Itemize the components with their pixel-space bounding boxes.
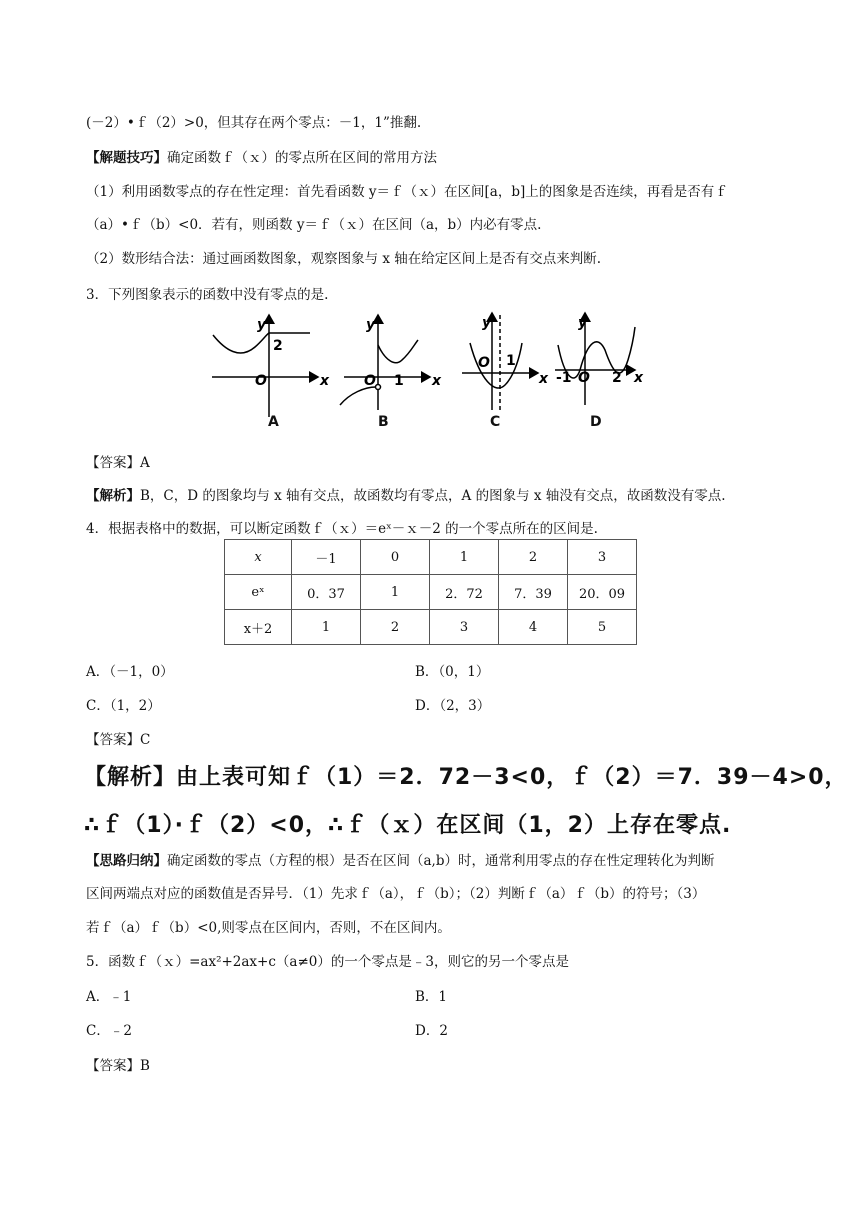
graph-b: [340, 315, 430, 410]
table-row: [225, 575, 637, 610]
graph-b-right-curve: [378, 340, 418, 363]
graph-d-label: D: [590, 414, 602, 430]
graph-b-x: x: [432, 373, 442, 389]
q5-option-d: D．2: [415, 1023, 448, 1039]
graph-a-y: y: [257, 317, 267, 333]
graph-a-label: A: [268, 414, 279, 430]
answer-3: 【答案】A: [86, 455, 150, 471]
explanation-4-line-1: 【解析】由上表可知ｆ（1）＝2．72－3<0，ｆ（2）＝7．39－4>0，: [84, 765, 848, 790]
q4-option-a: A．（－1，0）: [86, 664, 174, 680]
graph-d: [555, 313, 635, 405]
graph-c-y: y: [482, 315, 492, 331]
table-cell: 0．37: [292, 575, 361, 610]
q4-option-b: B．（0，1）: [415, 664, 490, 680]
explanation-4-line-2: ∴ｆ（1）·ｆ（2）<0，∴ｆ（ｘ）在区间（1，2）上存在零点.: [84, 813, 732, 838]
graphs-figure: [0, 305, 860, 425]
explanation-3: [86, 484, 726, 504]
tip-method-2: （2）数形结合法：通过画函数图象，观察图象与 x 轴在给定区间上是否有交点来判断.: [86, 251, 602, 267]
tip-method-1-cont: （a）•ｆ（b）<0．若有，则函数 y＝ｆ（ｘ）在区间（a，b）内必有零点.: [86, 217, 542, 233]
table-cell: －1: [292, 540, 361, 575]
graph-c-mark: 1: [506, 353, 516, 369]
summary-line-3: 若ｆ（a）ｆ（b）<0,则零点在区间内，否则，不在区间内。: [86, 920, 451, 936]
answer-4: 【答案】C: [86, 732, 151, 748]
summary-line-1: [86, 849, 714, 869]
table-cell: 1: [430, 540, 499, 575]
table-cell: 2: [361, 610, 430, 645]
table-cell: 1: [292, 610, 361, 645]
table-row: [225, 540, 637, 575]
graph-b-y: y: [366, 317, 376, 333]
table-cell: 2．72: [430, 575, 499, 610]
question-4: 4．根据表格中的数据，可以断定函数ｆ（ｘ）＝eˣ－ｘ－2 的一个零点所在的区间是.: [86, 521, 598, 537]
graph-b-o: O: [364, 373, 376, 389]
graph-d-mark-2: 2: [612, 370, 622, 386]
graph-b-left-curve: [340, 387, 376, 405]
graph-d-y: y: [578, 315, 588, 331]
text-line-1: (－2）•ｆ（2）>0，但其存在两个零点：－1，1”推翻.: [86, 115, 422, 131]
graph-c-label: C: [490, 414, 501, 430]
graph-a-mark: 2: [273, 338, 283, 354]
tip-heading: [86, 146, 437, 166]
summary-text: 确定函数的零点（方程的根）是否在区间（a,b）时，通常利用零点的存在性定理转化为判断: [167, 853, 715, 869]
table-cell: 2: [499, 540, 568, 575]
q4-option-c: C．（1，2）: [86, 698, 161, 714]
tip-tag: 【解题技巧】: [86, 150, 167, 166]
graph-a-o: O: [255, 373, 267, 389]
graph-b-label: B: [378, 414, 389, 430]
table-cell: x: [225, 540, 292, 575]
values-table: [224, 539, 637, 645]
explanation-3-tag: 【解析】: [86, 488, 140, 504]
graph-c-o: O: [478, 355, 490, 371]
summary-tag: 【思路归纳】: [86, 853, 167, 869]
graph-a-curve: [213, 333, 310, 353]
table-cell: eˣ: [225, 575, 292, 610]
table-cell: 3: [568, 540, 637, 575]
q5-option-a: A．﹣1: [86, 989, 132, 1005]
q4-option-d: D．（2，3）: [415, 698, 491, 714]
table-cell: x＋2: [225, 610, 292, 645]
table-cell: 4: [499, 610, 568, 645]
graph-d-x: x: [634, 370, 644, 386]
table-cell: 3: [430, 610, 499, 645]
tip-method-1: （1）利用函数零点的存在性定理：首先看函数 y＝ｆ（ｘ）在区间[a，b]上的图象是否连续，再看是否有ｆ: [86, 184, 728, 200]
question-5: 5．函数ｆ（ｘ）=ax²+2ax+c（a≠0）的一个零点是﹣3，则它的另一个零点是: [86, 954, 569, 970]
summary-line-2: 区间两端点对应的函数值是否异号．（1）先求ｆ（a），ｆ（b）；（2）判断ｆ（a）ｆ（b）的符号；（3）: [86, 886, 706, 902]
graph-c: [462, 313, 538, 410]
table-cell: 5: [568, 610, 637, 645]
graph-b-mark: 1: [394, 373, 404, 389]
question-3: 3．下列图象表示的函数中没有零点的是.: [86, 287, 329, 303]
q5-option-b: B．1: [415, 989, 448, 1005]
answer-5: 【答案】B: [86, 1058, 150, 1074]
table-cell: 1: [361, 575, 430, 610]
graph-a-x: x: [320, 373, 330, 389]
table-row: [225, 610, 637, 645]
tip-text: 确定函数ｆ（ｘ）的零点所在区间的常用方法: [167, 150, 437, 166]
graph-d-o: O: [578, 370, 590, 386]
graph-c-x: x: [539, 371, 549, 387]
table-cell: 7．39: [499, 575, 568, 610]
graph-d-mark-neg1: -1: [556, 370, 572, 386]
graph-b-open-point: [376, 385, 381, 390]
q5-option-c: C．﹣2: [86, 1023, 132, 1039]
explanation-3-text: B，C，D 的图象均与 x 轴有交点，故函数均有零点，A 的图象与 x 轴没有交点，故函数没有零点.: [140, 488, 726, 504]
table-cell: 20．09: [568, 575, 637, 610]
table-cell: 0: [361, 540, 430, 575]
